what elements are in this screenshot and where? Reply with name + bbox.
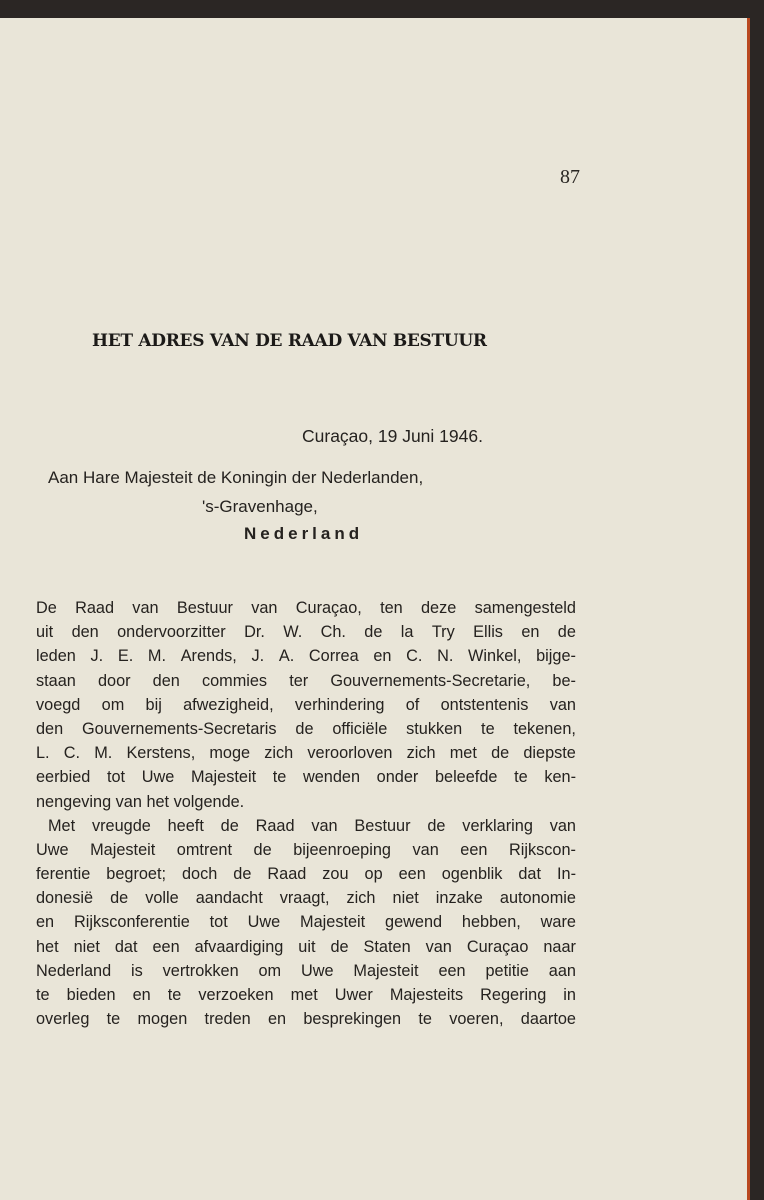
body-line: leden J. E. M. Arends, J. A. Correa en C. N. Winkel, bijge- bbox=[36, 647, 576, 666]
document-heading: HET ADRES VAN DE RAAD VAN BESTUUR bbox=[92, 331, 487, 351]
body-line: den Gouvernements-Secretaris de officiële stukken te tekenen, bbox=[36, 719, 576, 738]
address-city: 's-Gravenhage, bbox=[202, 497, 318, 516]
body-text bbox=[36, 596, 576, 1031]
document-page bbox=[0, 18, 750, 1200]
body-line: Met vreugde heeft de Raad van Bestuur de verklaring van bbox=[48, 816, 576, 835]
address-country: Nederland bbox=[244, 524, 364, 543]
address-line: Aan Hare Majesteit de Koningin der Nederlanden, bbox=[48, 468, 424, 487]
body-line: ferentie begroet; doch de Raad zou op een ogenblik dat In- bbox=[36, 865, 576, 884]
body-line: staan door den commies ter Gouvernements-Secretarie, be- bbox=[36, 671, 576, 690]
body-line: donesië de volle aandacht vraagt, zich niet inzake autonomie bbox=[36, 889, 576, 908]
body-line: Nederland is vertrokken om Uwe Majesteit een petitie aan bbox=[36, 961, 576, 980]
body-line: nengeving van het volgende. bbox=[36, 792, 245, 811]
body-line: eerbied tot Uwe Majesteit te wenden onder beleefde te ken- bbox=[36, 768, 576, 787]
body-line: en Rijksconferentie tot Uwe Majesteit gewend hebben, ware bbox=[36, 913, 576, 932]
body-line: overleg te mogen treden en besprekingen te voeren, daartoe bbox=[36, 1010, 576, 1029]
body-line: uit den ondervoorzitter Dr. W. Ch. de la Try Ellis en de bbox=[36, 623, 576, 642]
page-number: 87 bbox=[560, 166, 580, 188]
body-line: het niet dat een afvaardiging uit de Staten van Curaçao naar bbox=[36, 937, 576, 956]
body-line: L. C. M. Kerstens, moge zich veroorloven zich met de diepste bbox=[36, 744, 576, 763]
body-line: De Raad van Bestuur van Curaçao, ten deze samengesteld bbox=[36, 599, 576, 617]
body-line: te bieden en te verzoeken met Uwer Majesteits Regering in bbox=[36, 986, 576, 1004]
body-line: Uwe Majesteit omtrent de bijeenroeping van een Rijkscon- bbox=[36, 840, 576, 859]
body-line: voegd om bij afwezigheid, verhindering of ontstentenis van bbox=[36, 695, 576, 714]
date-line: Curaçao, 19 Juni 1946. bbox=[302, 426, 483, 446]
